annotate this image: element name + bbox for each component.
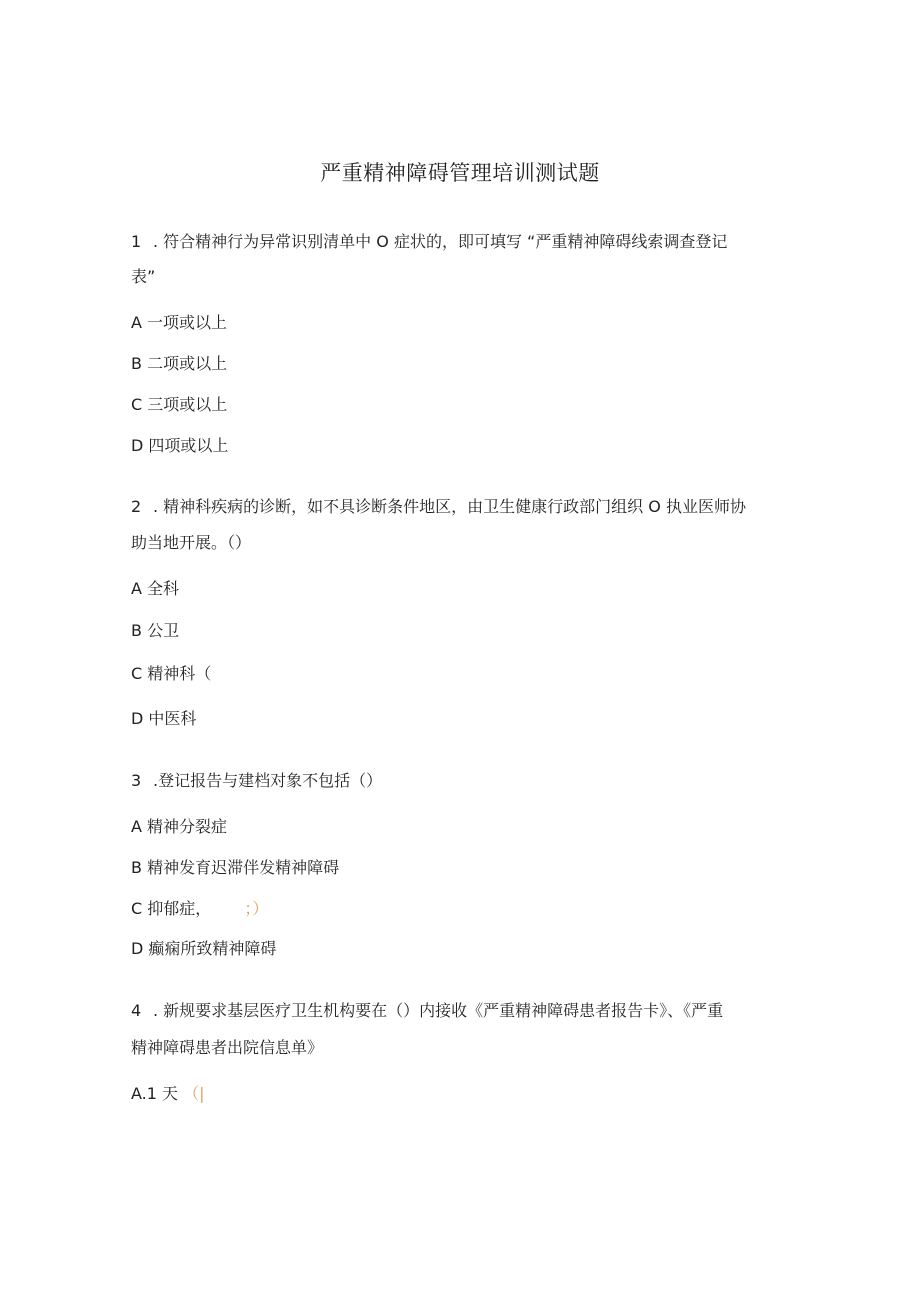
option-letter: A — [131, 817, 142, 836]
option-3a — [131, 817, 227, 837]
option-text: 四项或以上 — [148, 436, 229, 455]
option-text: 一项或以上 — [147, 313, 228, 332]
option-4a — [131, 1084, 205, 1104]
option-1a — [131, 313, 227, 333]
option-letter: C — [131, 899, 143, 918]
option-text: 1 天 — [146, 1084, 179, 1103]
option-text: 精神分裂症 — [147, 817, 228, 836]
option-letter: A — [131, 579, 142, 598]
question-2-line-2: 助当地开展。（） — [131, 533, 252, 552]
question-1-line-2: 表” — [131, 267, 156, 286]
option-letter: D — [131, 939, 144, 958]
option-letter: B — [131, 354, 142, 373]
option-letter: A. — [131, 1084, 147, 1103]
option-letter: D — [131, 709, 144, 728]
question-number: 1 — [131, 232, 142, 251]
option-2a — [131, 579, 179, 599]
option-text: 三项或以上 — [147, 395, 228, 414]
option-text: 中医科 — [148, 709, 197, 728]
option-3d — [131, 939, 276, 959]
question-number: 4 — [131, 1001, 142, 1020]
option-letter: A — [131, 313, 142, 332]
question-text: . 符合精神行为异常识别清单中 O 症状的，即可填写 “严重精神障碍线索调查登记 — [153, 232, 728, 251]
option-text: 精神发育迟滞伴发精神障碍 — [147, 858, 340, 877]
option-text: 全科 — [147, 579, 180, 598]
option-2b — [131, 621, 179, 641]
question-text: . 精神科疾病的诊断，如不具诊断条件地区，由卫生健康行政部门组织 O 执业医师协 — [153, 497, 746, 516]
option-letter: C — [131, 664, 143, 683]
option-letter: D — [131, 436, 144, 455]
option-1c — [131, 395, 227, 415]
option-text: 精神科（ — [147, 664, 212, 683]
option-text: 二项或以上 — [147, 354, 228, 373]
question-text: .登记报告与建档对象不包括（） — [153, 771, 383, 790]
option-text: 癫痫所致精神障碍 — [148, 939, 277, 958]
page-title: 严重精神障碍管理培训测试题 — [320, 161, 600, 185]
option-3c — [131, 899, 268, 919]
option-text: 公卫 — [147, 621, 180, 640]
option-2d — [131, 709, 196, 729]
stray-mark: ；） — [244, 899, 269, 918]
question-1-line-1 — [131, 232, 727, 252]
question-text: . 新规要求基层医疗卫生机构要在（）内接收《严重精神障碍患者报告卡》、《严重 — [153, 1001, 724, 1020]
option-1b — [131, 354, 227, 374]
question-number: 2 — [131, 497, 142, 516]
option-2c — [131, 664, 211, 684]
option-3b — [131, 858, 339, 878]
question-4-line-2: 精神障碍患者出院信息单》 — [131, 1038, 324, 1057]
question-number: 3 — [131, 771, 142, 790]
option-text: 抑郁症， — [147, 899, 212, 918]
question-4-line-1 — [131, 1001, 723, 1021]
option-letter: C — [131, 395, 143, 414]
option-1d — [131, 436, 228, 456]
question-2-line-1 — [131, 497, 746, 517]
option-letter: B — [131, 858, 142, 877]
option-letter: B — [131, 621, 142, 640]
stray-mark: （| — [183, 1084, 205, 1103]
question-3-line-1 — [131, 771, 382, 791]
